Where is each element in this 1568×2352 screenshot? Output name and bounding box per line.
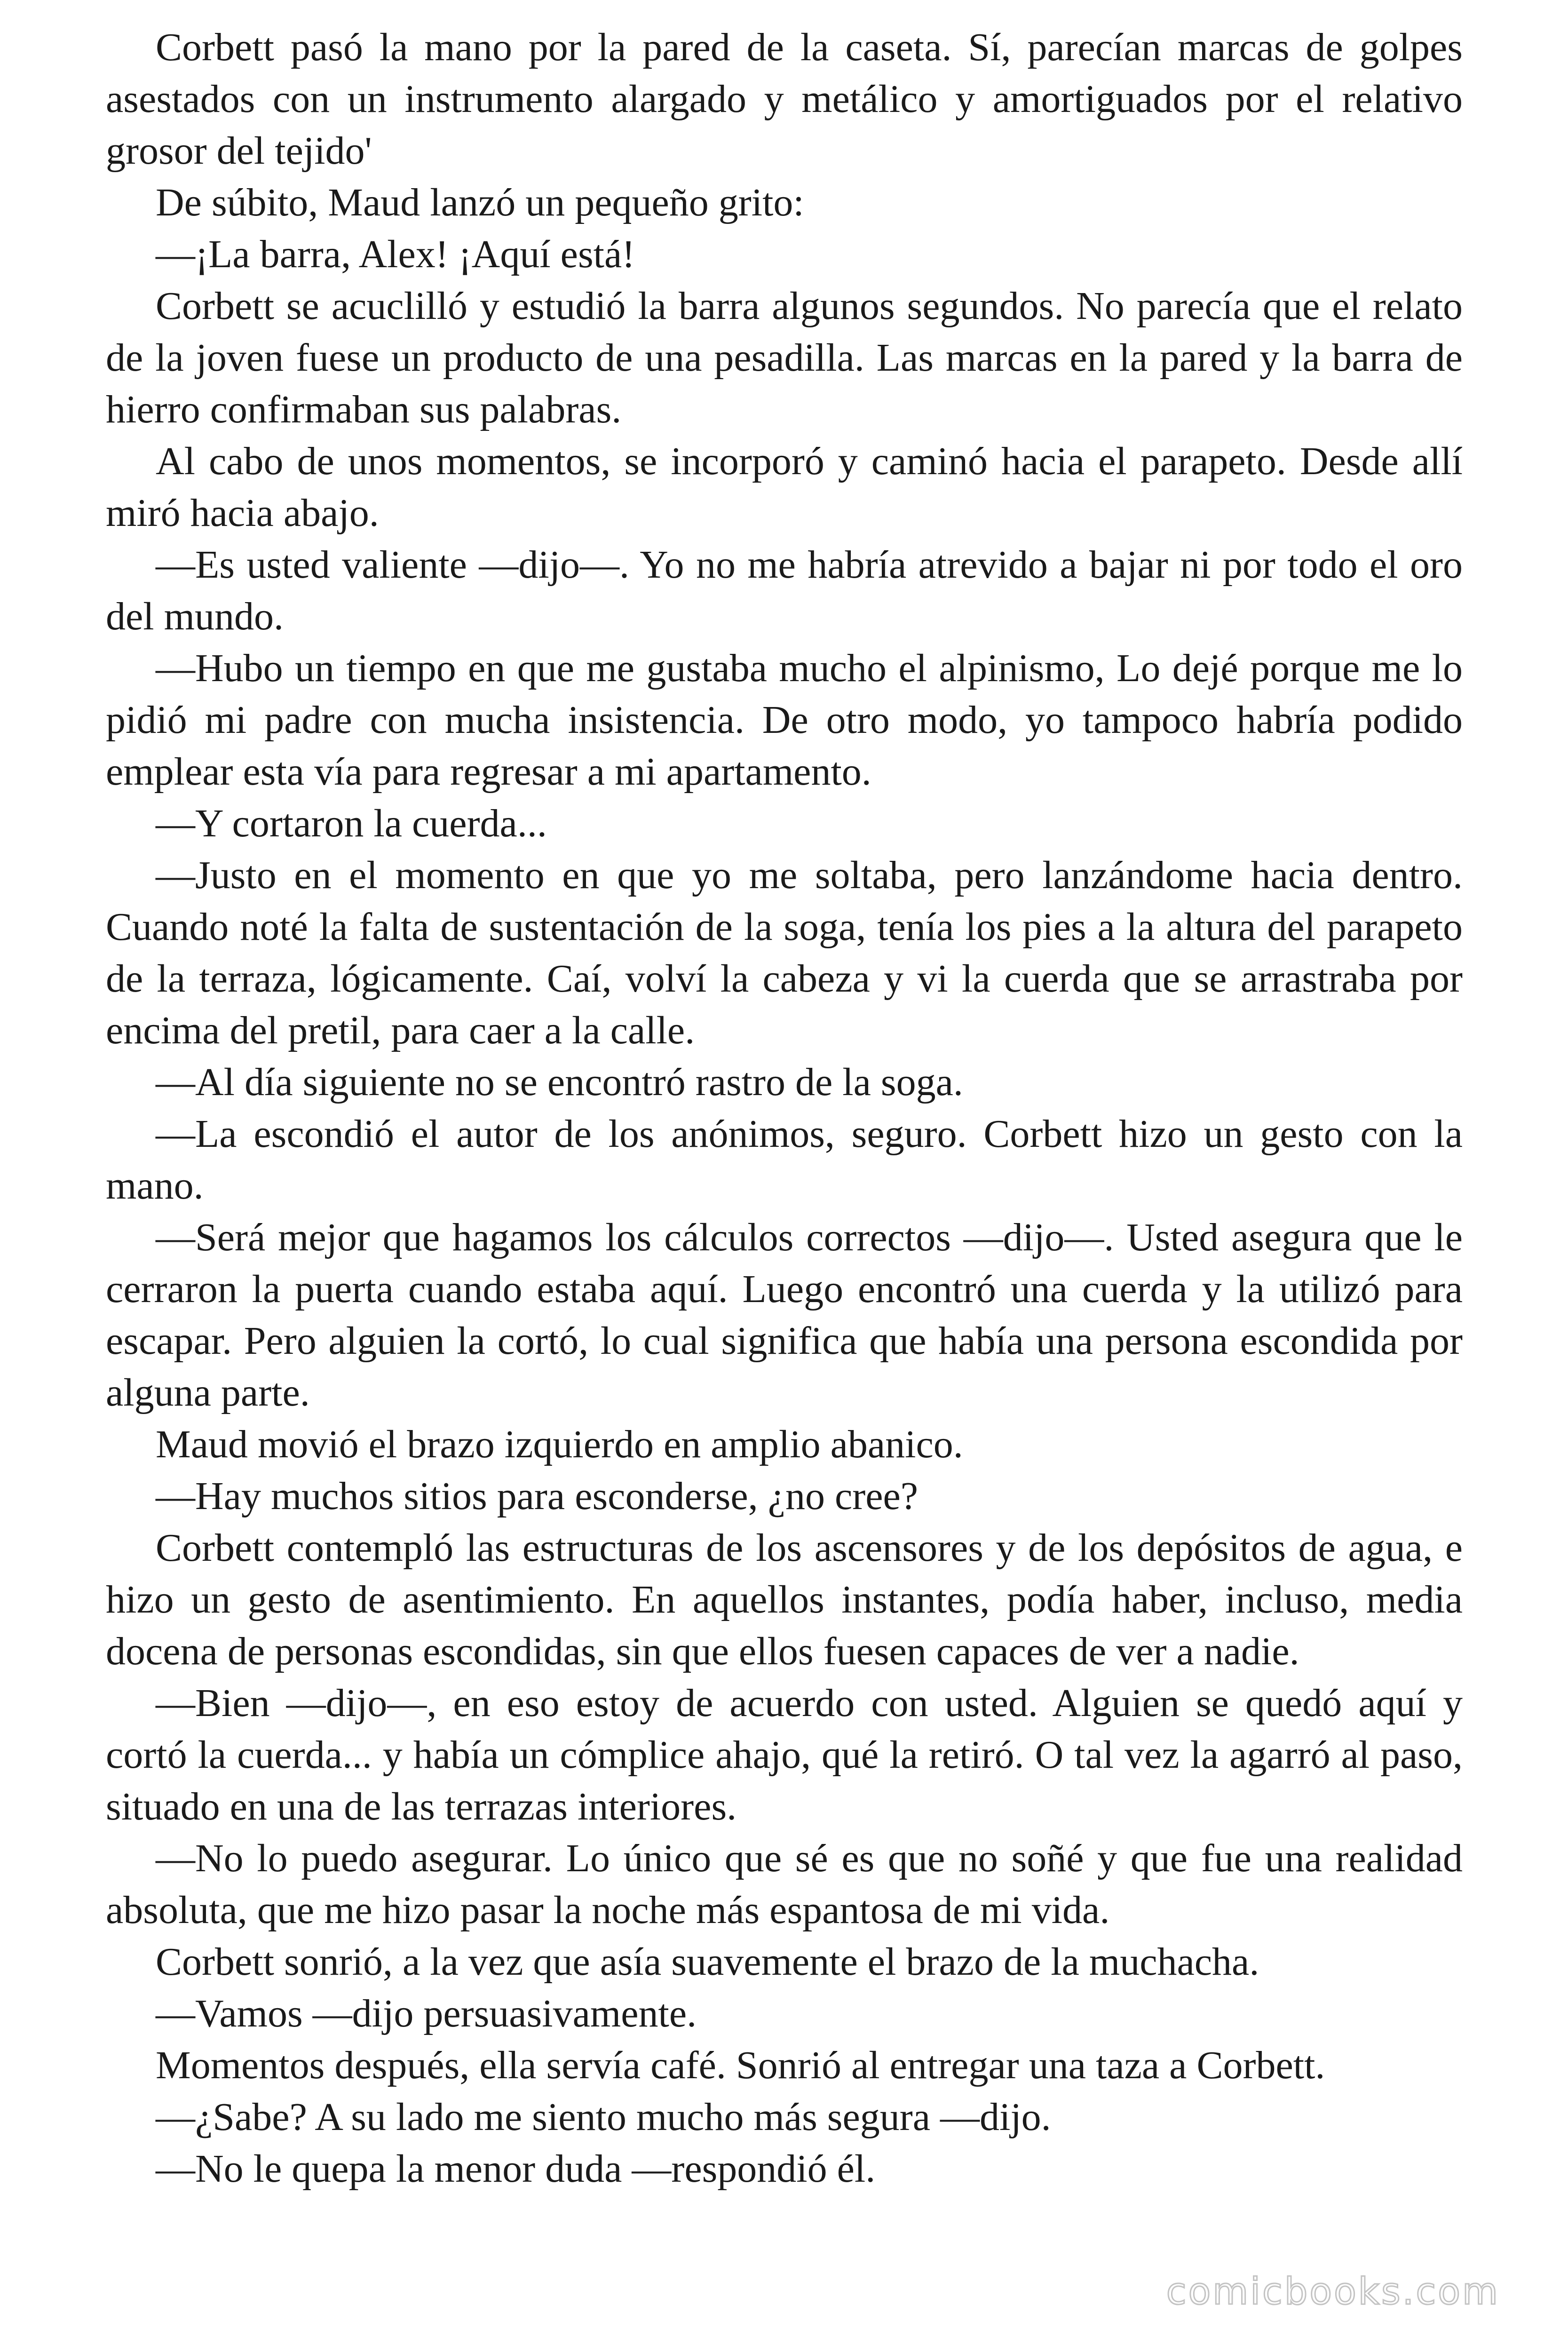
paragraph: Corbett sonrió, a la vez que asía suavemente el brazo de la muchacha.: [156, 1940, 1259, 1984]
paragraph: —¿Sabe? A su lado me siento mucho más segura —dijo.: [156, 2095, 1051, 2139]
paragraph: —No lo puedo asegurar. Lo único que sé es que no soñé y que fue una realidad absoluta, que me hizo pasar la noche más espantosa de mi vida.: [106, 1836, 1463, 1932]
paragraph: Corbett se acuclilló y estudió la barra algunos segundos. No parecía que el relato de la joven fuese un producto de una pesadilla. Las marcas en la pared y la barra de hierro confirmaban sus palabras.: [106, 284, 1463, 431]
paragraph: Corbett contempló las estructuras de los ascensores y de los depósitos de agua, e hizo un gesto de asentimiento. En aquellos instantes, podía haber, incluso, media docena de personas escondidas, sin que ellos fuesen capaces de ver a nadie.: [106, 1526, 1463, 1673]
paragraph: Corbett pasó la mano por la pared de la caseta. Sí, parecían marcas de golpes asestados con un instrumento alargado y metálico y amortiguados por el relativo grosor del tejido': [106, 25, 1463, 173]
paragraph: —Bien —dijo—, en eso estoy de acuerdo con usted. Alguien se quedó aquí y cortó la cuerda... y había un cómplice ahajo, qué la retiró. O tal vez la agarró al paso, situado en una de las terrazas interiores.: [106, 1681, 1463, 1828]
paragraph: Maud movió el brazo izquierdo en amplio abanico.: [156, 1422, 963, 1466]
paragraph: —La escondió el autor de los anónimos, seguro. Corbett hizo un gesto con la mano.: [106, 1112, 1463, 1208]
paragraph: —Hay muchos sitios para esconderse, ¿no cree?: [156, 1474, 919, 1518]
paragraph: Al cabo de unos momentos, se incorporó y caminó hacia el parapeto. Desde allí miró hacia abajo.: [106, 439, 1463, 535]
paragraph: —Justo en el momento en que yo me soltaba, pero lanzándome hacia dentro. Cuando noté la falta de sustentación de la soga, tenía los pies a la altura del parapeto de la terraza, lógicamente. Caí, volví la cabeza y vi la cuerda que se arrastraba por encima del pretil, para caer a la calle.: [106, 853, 1463, 1052]
paragraph: —Al día siguiente no se encontró rastro de la soga.: [156, 1060, 963, 1104]
paragraph: Momentos después, ella servía café. Sonrió al entregar una taza a Corbett.: [156, 2043, 1325, 2087]
paragraph: —Es usted valiente —dijo—. Yo no me habría atrevido a bajar ni por todo el oro del mundo.: [106, 543, 1463, 638]
paragraph: De súbito, Maud lanzó un pequeño grito:: [156, 181, 804, 224]
paragraph: —Hubo un tiempo en que me gustaba mucho el alpinismo, Lo dejé porque me lo pidió mi padre con mucha insistencia. De otro modo, yo tampoco habría podido emplear esta vía para regresar a mi apartamento.: [106, 646, 1463, 794]
paragraph: —Y cortaron la cuerda...: [156, 802, 547, 845]
paragraph: —No le quepa la menor duda —respondió él.: [156, 2147, 876, 2191]
watermark-text: comicbooks.com: [1166, 2271, 1500, 2313]
paragraph: —¡La barra, Alex! ¡Aquí está!: [156, 232, 635, 276]
paragraph: —Vamos —dijo persuasivamente.: [156, 1992, 697, 2035]
paragraph: —Será mejor que hagamos los cálculos correctos —dijo—. Usted asegura que le cerraron la puerta cuando estaba aquí. Luego encontró una cuerda y la utilizó para escapar. Pero alguien la cortó, lo cual significa que había una persona escondida por alguna parte.: [106, 1216, 1463, 1414]
page-text: [106, 22, 1463, 2195]
